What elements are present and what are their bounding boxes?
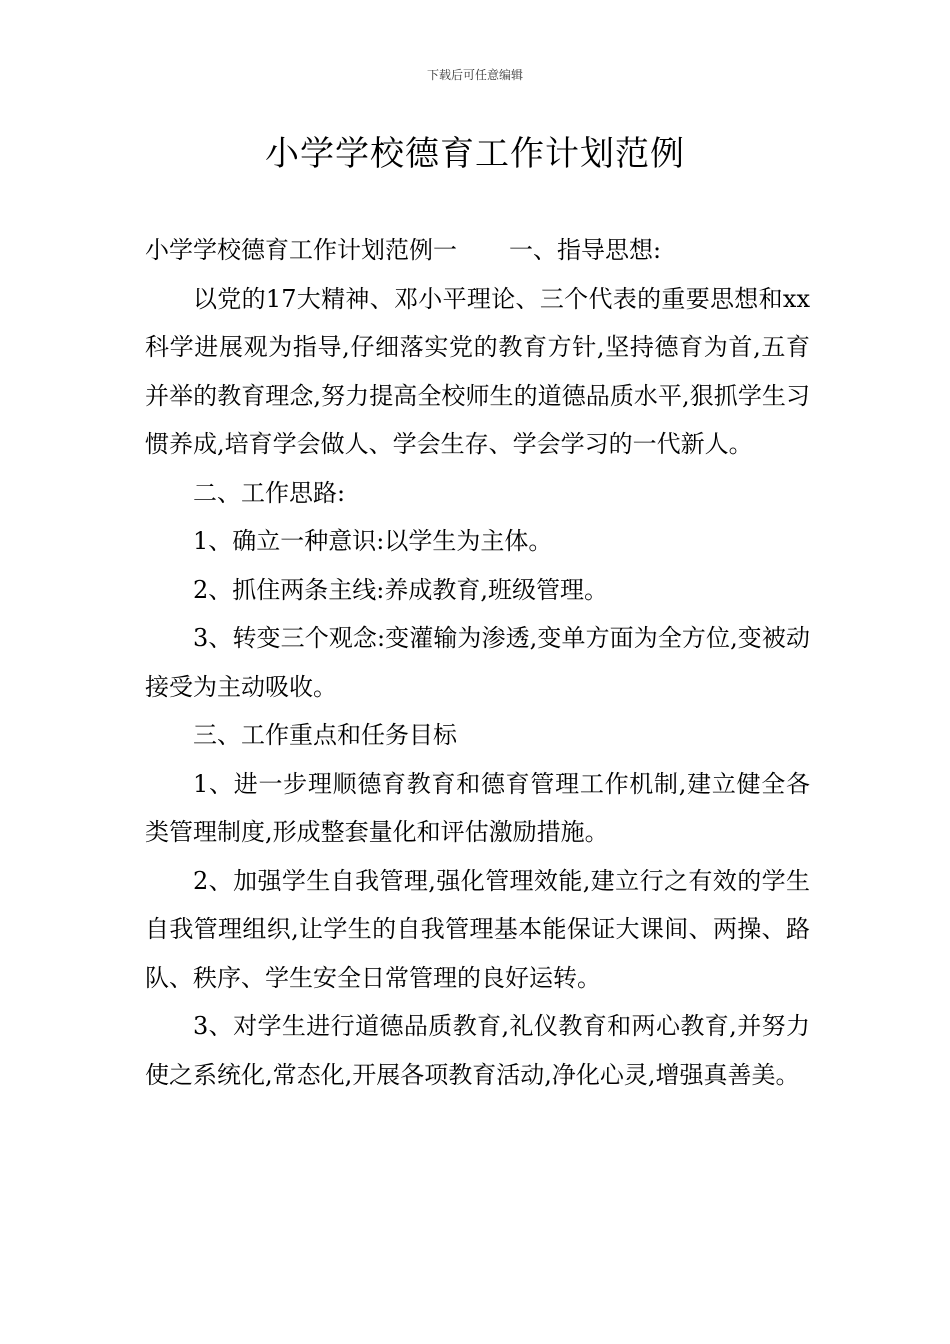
intro-line — [145, 226, 810, 275]
list-item: 2、抓住两条主线:养成教育,班级管理。 — [193, 575, 608, 604]
list-item: 3、转变三个观念:变灌输为渗透,变单方面为全方位,变被动接受为主动吸收。 — [145, 624, 810, 701]
list-item: 2、加强学生自我管理,强化管理效能,建立行之有效的学生自我管理组织,让学生的自我管理基本能保证大课间、两操、路队、秩序、学生安全日常管理的良好运转。 — [145, 866, 810, 992]
document-body — [145, 226, 810, 1099]
section-heading: 三、工作重点和任务目标 — [193, 721, 457, 749]
body-paragraph: 以党的17大精神、邓小平理论、三个代表的重要思想和xx科学进展观为指导,仔细落实党的教育方针,坚持德育为首,五育并举的教育理念,努力提高全校师生的道德品质水平,狠抓学生习惯养成,培育学会做人、学会生存、学会学习的一代新人。 — [145, 284, 810, 458]
page-title: 小学学校德育工作计划范例 — [265, 134, 685, 174]
list-item: 1、进一步理顺德育教育和德育管理工作机制,建立健全各类管理制度,形成整套量化和评估激励措施。 — [145, 769, 810, 846]
section-heading: 小学学校德育工作计划范例一 — [145, 236, 457, 264]
list-item: 3、对学生进行道德品质教育,礼仪教育和两心教育,并努力使之系统化,常态化,开展各项教育活动,净化心灵,增强真善美。 — [145, 1012, 810, 1089]
list-item: 1、确立一种意识:以学生为主体。 — [193, 527, 553, 555]
header-note: 下载后可任意编辑 — [426, 68, 523, 82]
section-heading: 一、指导思想: — [509, 236, 662, 264]
section-heading: 二、工作思路: — [193, 478, 346, 507]
